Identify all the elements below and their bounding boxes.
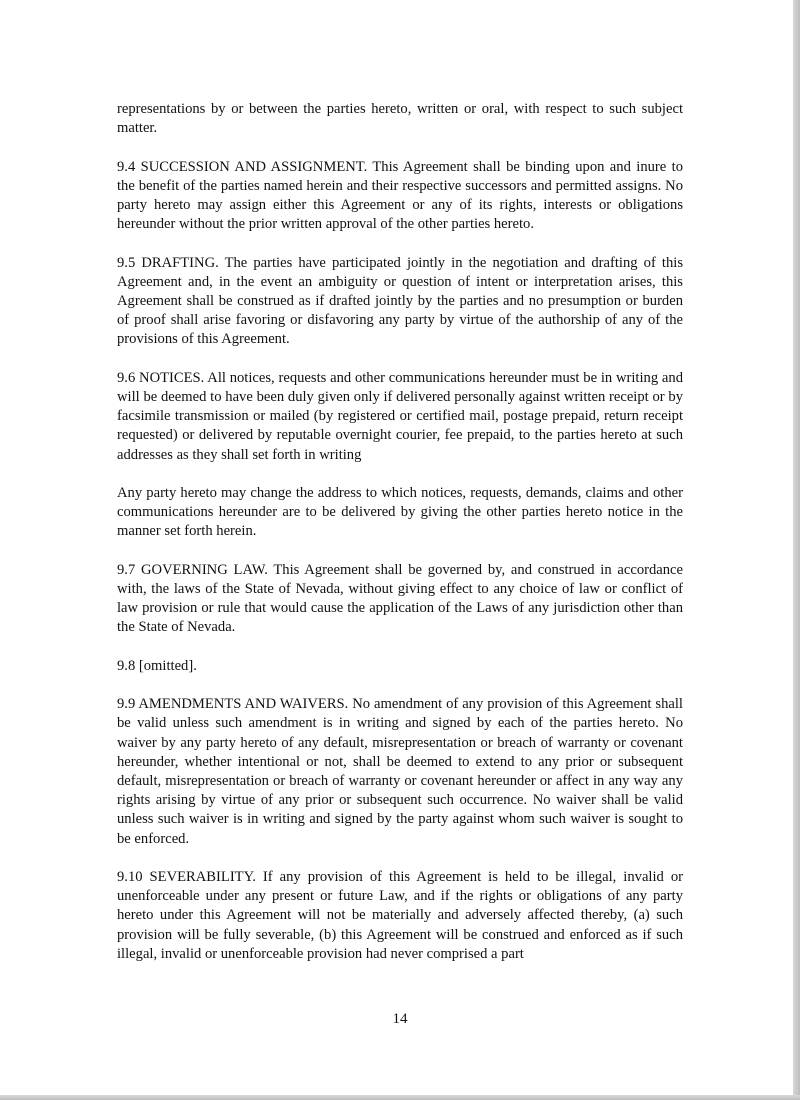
paragraph-9-5-drafting: 9.5 DRAFTING. The parties have participated jointly in the negotiation and drafting of this Agreement and, in the event an ambiguity or question of intent or interpretation arises, this Agreement shall be construed as if drafted jointly by the parties and no presumption or burden of proof shall arise favoring or disfavoring any party by virtue of the authorship of any of the provisions of this Agreement. [117, 254, 683, 348]
document-body [117, 100, 683, 983]
paragraph-9-9-amendments-and-waivers: 9.9 AMENDMENTS AND WAIVERS. No amendment of any provision of this Agreement shall be valid unless such amendment is in writing and signed by each of the parties hereto. No waiver by any party hereto of any default, misrepresentation or breach of warranty or covenant hereunder, whether intentional or not, shall be deemed to extend to any prior or subsequent default, misrepresentation or breach of warranty or covenant hereunder or affect in any way any rights arising by virtue of any prior or subsequent such occurrence. No waiver shall be valid unless such waiver is in writing and signed by the party against whom such waiver is sought to be enforced. [117, 696, 683, 847]
paragraph-9-6-notices: 9.6 NOTICES. All notices, requests and other communications hereunder must be in writing and will be deemed to have been duly given only if delivered personally against written receipt or by facsimile transmission or mailed (by registered or certified mail, postage prepaid, return receipt requested) or delivered by reputable overnight courier, fee prepaid, to the parties hereto at such addresses as they shall set forth in writing [117, 369, 683, 463]
paragraph-9-7-governing-law: 9.7 GOVERNING LAW. This Agreement shall be governed by, and construed in accordance with, the laws of the State of Nevada, without giving effect to any choice of law or conflict of law provision or rule that would cause the application of the Laws of any jurisdiction other than the State of Nevada. [117, 561, 683, 636]
paragraph-continuation: representations by or between the parties hereto, written or oral, with respect to such subject matter. [117, 101, 683, 137]
paragraph-9-10-severability: 9.10 SEVERABILITY. If any provision of this Agreement is held to be illegal, invalid or unenforceable under any present or future Law, and if the rights or obligations of any party hereto under this Agreement will not be materially and adversely affected thereby, (a) such provision will be fully severable, (b) this Agreement will be construed and enforced as if such illegal, invalid or unenforceable provision had never comprised a part [117, 869, 683, 962]
paragraph-9-8-omitted: 9.8 [omitted]. [117, 657, 197, 674]
paragraph-9-4-succession-and-assignment: 9.4 SUCCESSION AND ASSIGNMENT. This Agreement shall be binding upon and inure to the benefit of the parties named herein and their respective successors and permitted assigns. No party hereto may assign either this Agreement or any of its rights, interests or obligations hereunder without the prior written approval of the other parties hereto. [117, 158, 683, 233]
page-edge-bottom [0, 1095, 800, 1100]
page-edge-right [793, 0, 800, 1100]
page-number: 14 [392, 1011, 408, 1027]
paragraph-notices-address-change: Any party hereto may change the address to which notices, requests, demands, claims and other communications hereunder are to be delivered by giving the other parties hereto notice in the manner set forth herein. [117, 485, 683, 540]
